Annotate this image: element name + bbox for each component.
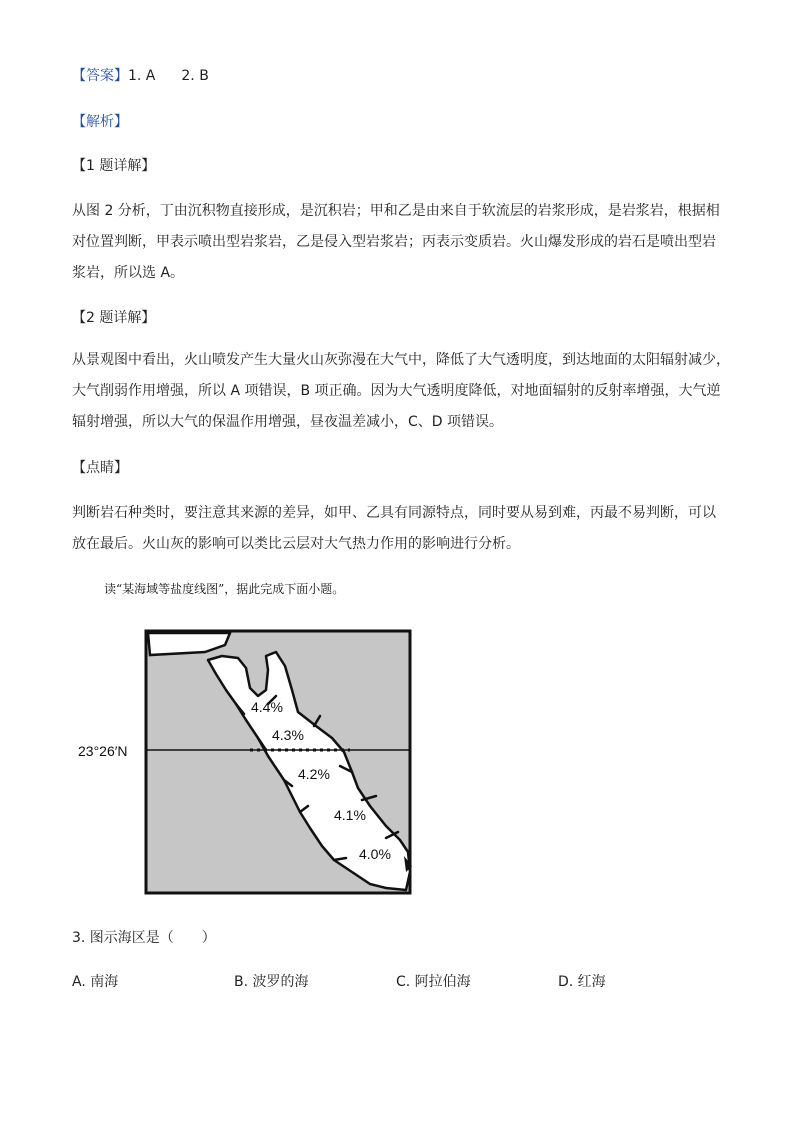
answer-q2: 2. B xyxy=(181,68,209,84)
highlight-heading: 【点睛】 xyxy=(72,460,128,476)
isoline-label: 4.2% xyxy=(298,766,330,782)
isoline-label: 4.3% xyxy=(272,727,304,743)
q1-detail-heading: 【1 题详解】 xyxy=(72,158,156,174)
isoline-label: 4.1% xyxy=(334,807,366,823)
highlight-line: 放在最后。火山灰的影响可以类比云层对大气热力作用的影响进行分析。 xyxy=(72,536,520,552)
option-c[interactable]: C. 阿拉伯海 xyxy=(396,974,471,990)
q2-line: 大气削弱作用增强，所以 A 项错误，B 项正确。因为大气透明度降低，对地面辐射的反射率增强，大气逆 xyxy=(72,383,721,399)
option-a[interactable]: A. 南海 xyxy=(72,974,119,990)
option-b[interactable]: B. 波罗的海 xyxy=(234,974,309,990)
q2-detail-heading: 【2 题详解】 xyxy=(72,310,156,326)
q1-line: 浆岩，所以选 A。 xyxy=(72,265,185,281)
q2-line: 从景观图中看出，火山喷发产生大量火山灰弥漫在大气中，降低了大气透明度，到达地面的太阳辐射减少， xyxy=(72,352,730,368)
latitude-label: 23°26′N xyxy=(78,743,128,759)
q2-line: 辐射增强，所以大气的保温作用增强，昼夜温差减小，C、D 项错误。 xyxy=(72,414,504,430)
question-stem: 3. 图示海区是（ ） xyxy=(72,930,216,946)
q1-line: 从图 2 分析，丁由沉积物直接形成，是沉积岩；甲和乙是由来自于软流层的岩浆形成，是岩浆岩，根据相 xyxy=(72,203,720,219)
option-d[interactable]: D. 红海 xyxy=(558,974,606,990)
answer-q1: 1. A xyxy=(128,68,156,84)
analysis-heading: 【解析】 xyxy=(72,114,128,130)
isoline-label: 4.4% xyxy=(251,699,283,715)
figure-caption: 读“某海域等盐度线图”，据此完成下面小题。 xyxy=(104,582,345,596)
answer-label: 【答案】 xyxy=(72,68,128,84)
isoline-label: 4.0% xyxy=(359,846,391,862)
highlight-line: 判断岩石种类时，要注意其来源的差异，如甲、乙具有同源特点，同时要从易到难，丙最不易判断，可以 xyxy=(72,505,716,521)
q1-line: 对位置判断，甲表示喷出型岩浆岩，乙是侵入型岩浆岩；丙表示变质岩。火山爆发形成的岩石是喷出型岩 xyxy=(72,234,716,250)
